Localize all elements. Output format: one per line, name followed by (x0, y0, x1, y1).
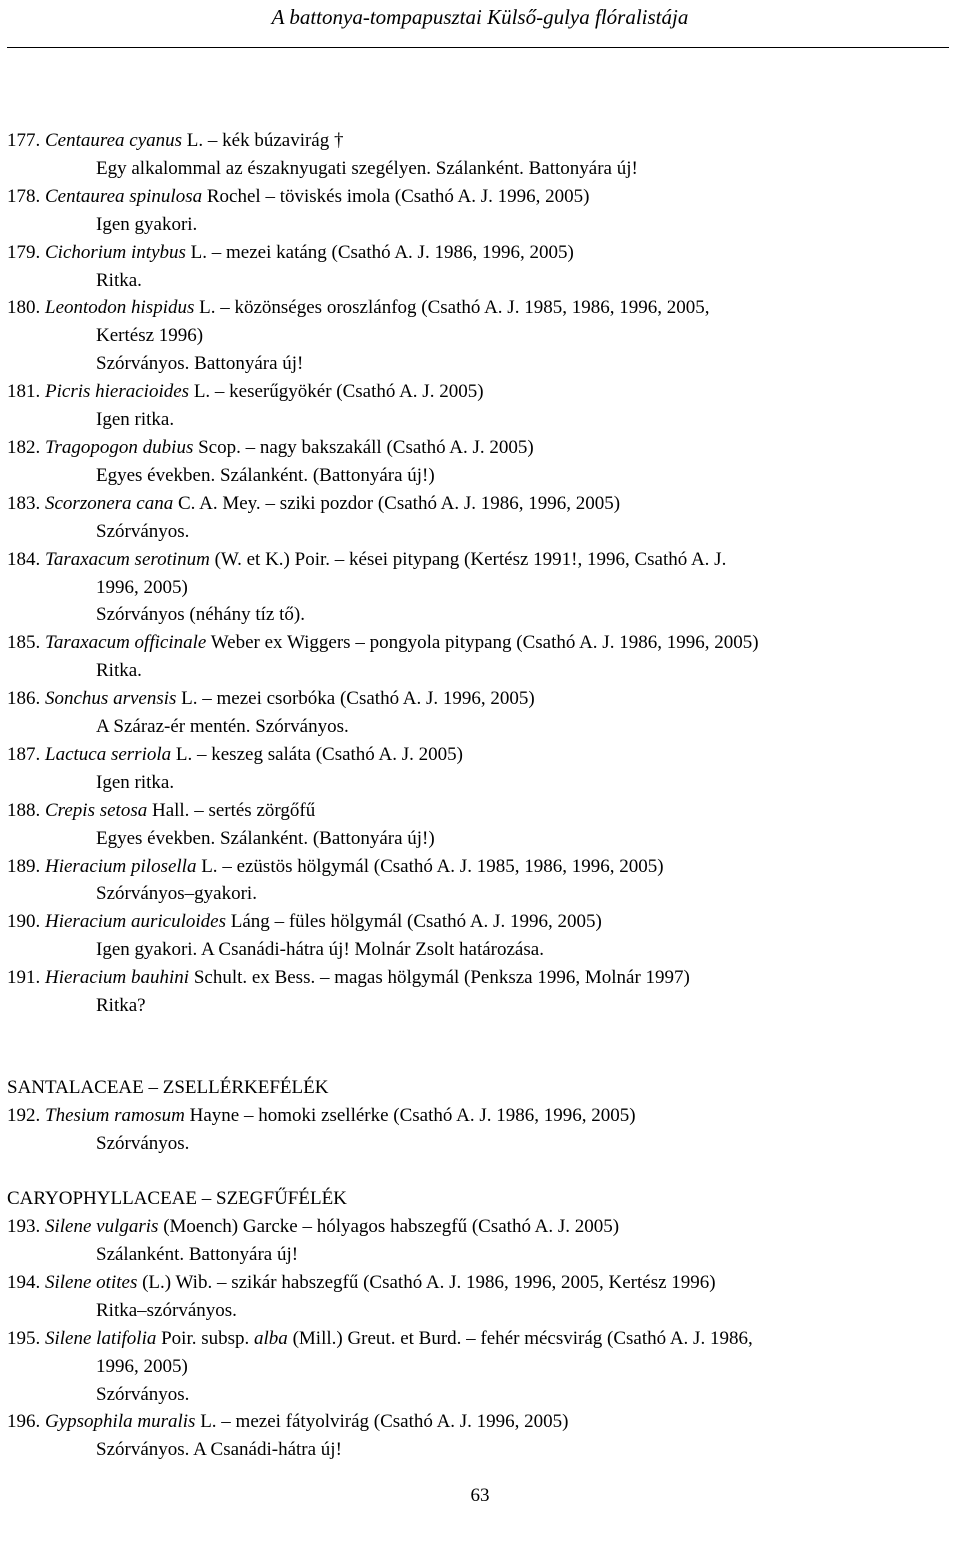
entry-number: 180. (7, 297, 41, 319)
entry-description: Igen ritka. (96, 409, 175, 431)
entry-head (7, 434, 957, 462)
author: (L.) Wib. (142, 1271, 213, 1293)
species-entry (7, 1102, 957, 1158)
entry-number: 181. (7, 381, 41, 403)
entry-description: Ritka. (96, 269, 142, 291)
species-entry (7, 183, 957, 239)
entry-head (7, 1213, 957, 1241)
entry-description: Egy alkalommal az északnyugati szegélyen. Szálanként. Battonyára új! (96, 157, 638, 179)
entry-head (7, 629, 957, 657)
entry-head (7, 741, 957, 769)
latin-name: Leontodon hispidus (45, 297, 195, 319)
entry-number: 177. (7, 130, 41, 151)
author: L. (175, 743, 193, 765)
entry-description: Szórványos (néhány tíz tő). (96, 604, 305, 626)
entry-head (7, 378, 957, 406)
entry-description: Szórványos–gyakori. (96, 883, 257, 905)
latin-name: Taraxacum officinale (45, 632, 207, 654)
entry-number: 196. (7, 1411, 41, 1433)
entry-continuation: 1996, 2005) (96, 1355, 188, 1377)
header-rule (7, 47, 949, 48)
entry-number: 190. (7, 911, 41, 933)
entry-description: Szálanként. Battonyára új! (96, 1244, 299, 1266)
latin-name: Thesium ramosum (45, 1104, 185, 1126)
running-header: A battonya-tompapusztai Külső-gulya flóralistája (271, 5, 689, 29)
entry-head (7, 797, 957, 825)
author: L. (190, 241, 208, 263)
entry-head (7, 1102, 957, 1130)
species-entry (7, 853, 957, 909)
entry-description: Szórványos. (96, 1383, 190, 1405)
author: L. (193, 381, 211, 403)
latin-name: Centaurea cyanus (45, 130, 183, 151)
entry-number: 183. (7, 492, 41, 514)
latin-name: Picris hieracioides (45, 381, 190, 403)
common-name-and-sources: – mezei katáng (Csathó A. J. 1986, 1996, 2005) (207, 241, 574, 263)
latin-name: Silene vulgaris (45, 1216, 159, 1238)
entry-description: Igen gyakori. A Csanádi-hátra új! Molnár Zsolt határozása. (96, 939, 544, 961)
author: L. (200, 1411, 217, 1433)
entry-description: Ritka? (96, 995, 146, 1017)
latin-name: Cichorium intybus (45, 241, 186, 263)
entry-description: A Száraz-ér mentén. Szórványos. (96, 716, 349, 738)
latin-name: Gypsophila muralis (45, 1411, 196, 1433)
species-list (7, 127, 957, 1464)
entry-description: Igen gyakori. (96, 213, 198, 235)
common-name-and-sources: – keserűgyökér (Csathó A. J. 2005) (210, 381, 484, 403)
entry-description: Szórványos. (96, 520, 190, 542)
common-name-and-sources: – nagy bakszakáll (Csathó A. J. 2005) (240, 436, 534, 458)
entry-head (7, 1269, 957, 1297)
latin-name: Silene latifolia (45, 1327, 157, 1349)
entry-description: Szórványos. (96, 1132, 190, 1154)
entry-number: 193. (7, 1216, 41, 1238)
common-name-and-sources: – ezüstös hölgymál (Csathó A. J. 1985, 1986, 1996, 2005) (217, 855, 664, 877)
entry-head (7, 685, 957, 713)
santalaceae-entries (7, 1102, 957, 1158)
entry-number: 178. (7, 185, 41, 207)
common-name-and-sources: – kék búzavirág † (203, 130, 344, 151)
asteraceae-entries (7, 127, 957, 1020)
author: Hayne (189, 1104, 240, 1126)
species-entry (7, 378, 957, 434)
entry-description: Ritka. (96, 660, 142, 682)
author-infra: (Mill.) Greut. et Burd. (292, 1327, 462, 1349)
latin-name: Scorzonera cana (45, 492, 174, 514)
latin-name-infra: alba (254, 1327, 288, 1349)
author: Hall. (151, 799, 190, 821)
latin-name: Tragopogon dubius (45, 436, 194, 458)
latin-name: Centaurea spinulosa (45, 185, 203, 207)
common-name-and-sources: – fehér mécsvirág (Csathó A. J. 1986, (461, 1327, 753, 1349)
latin-name: Silene otites (45, 1271, 138, 1293)
species-entry (7, 908, 957, 964)
entry-head (7, 1408, 957, 1436)
common-name-and-sources: – magas hölgymál (Penksza 1996, Molnár 1997) (315, 967, 690, 989)
author: Weber ex Wiggers (210, 632, 351, 654)
common-name-and-sources: – sertés zörgőfű (189, 799, 316, 821)
species-entry (7, 1269, 957, 1325)
common-name-and-sources: – töviskés imola (Csathó A. J. 1996, 2005) (260, 185, 590, 207)
entry-description: Egyes években. Szálanként. (Battonyára új!) (96, 827, 435, 849)
entry-continuation: Kertész 1996) (96, 325, 204, 347)
species-entry (7, 685, 957, 741)
author: L. (186, 130, 204, 151)
species-entry (7, 1408, 957, 1464)
entry-number: 182. (7, 436, 41, 458)
entry-description: Szórványos. Battonyára új! (96, 353, 304, 375)
entry-head (7, 183, 957, 211)
entry-head (7, 239, 957, 267)
species-entry (7, 741, 957, 797)
entry-number: 188. (7, 799, 41, 821)
species-entry (7, 964, 957, 1020)
entry-head (7, 294, 957, 322)
entry-number: 189. (7, 855, 41, 877)
family-heading-caryophyllaceae: CARYOPHYLLACEAE – SZEGFŰFÉLÉK (7, 1188, 347, 1210)
author: (Moench) Garcke (163, 1216, 298, 1238)
latin-name: Sonchus arvensis (45, 688, 177, 710)
common-name-and-sources: – mezei fátyolvirág (Csathó A. J. 1996, 2005) (216, 1411, 569, 1433)
species-entry (7, 1213, 957, 1269)
entry-number: 185. (7, 632, 41, 654)
species-entry (7, 797, 957, 853)
latin-name: Hieracium auriculoides (45, 911, 227, 933)
entry-number: 186. (7, 688, 41, 710)
author: Láng (230, 911, 270, 933)
entry-description: Szórványos. A Csanádi-hátra új! (96, 1439, 342, 1461)
species-entry (7, 629, 957, 685)
author: L. (181, 688, 198, 710)
entry-number: 194. (7, 1271, 41, 1293)
entry-description: Egyes években. Szálanként. (Battonyára új!) (96, 464, 435, 486)
species-entry (7, 546, 957, 630)
entry-number: 192. (7, 1104, 41, 1126)
entry-number: 179. (7, 241, 41, 263)
latin-name: Hieracium pilosella (45, 855, 197, 877)
species-entry (7, 239, 957, 295)
entry-number: 187. (7, 743, 41, 765)
common-name-and-sources: – kései pitypang (Kertész 1991!, 1996, Csathó A. J. (330, 548, 727, 570)
author: C. A. Mey. (177, 492, 261, 514)
author: Schult. ex Bess. (193, 967, 316, 989)
author: L. (201, 855, 218, 877)
page-number: 63 (470, 1485, 490, 1506)
entry-head (7, 127, 957, 155)
entry-head (7, 853, 957, 881)
entry-description: Ritka–szórványos. (96, 1299, 237, 1321)
latin-name: Taraxacum serotinum (45, 548, 210, 570)
common-name-and-sources: – keszeg saláta (Csathó A. J. 2005) (192, 743, 463, 765)
author: L. (199, 297, 216, 319)
common-name-and-sources: – füles hölgymál (Csathó A. J. 1996, 2005) (269, 911, 602, 933)
latin-name: Lactuca serriola (45, 743, 172, 765)
entry-description: Igen ritka. (96, 771, 175, 793)
species-entry (7, 1325, 957, 1409)
common-name-and-sources: – szikár habszegfű (Csathó A. J. 1986, 1996, 2005, Kertész 1996) (212, 1271, 716, 1293)
entry-head (7, 546, 957, 574)
species-entry (7, 434, 957, 490)
family-heading-santalaceae: SANTALACEAE – ZSELLÉRKEFÉLÉK (7, 1077, 329, 1098)
caryophyllaceae-entries (7, 1213, 957, 1464)
entry-head (7, 908, 957, 936)
entry-continuation: 1996, 2005) (96, 576, 188, 598)
author: Scop. (198, 436, 241, 458)
entry-number: 184. (7, 548, 41, 570)
entry-number: 195. (7, 1327, 41, 1349)
common-name-and-sources: – közönséges oroszlánfog (Csathó A. J. 1985, 1986, 1996, 2005, (215, 297, 710, 319)
entry-head (7, 1325, 957, 1353)
common-name-and-sources: – homoki zsellérke (Csathó A. J. 1986, 1996, 2005) (239, 1104, 636, 1126)
author: Rochel (206, 185, 261, 207)
latin-name: Hieracium bauhini (45, 967, 190, 989)
latin-name: Crepis setosa (45, 799, 148, 821)
entry-head (7, 964, 957, 992)
entry-head (7, 490, 957, 518)
common-name-and-sources: – pongyola pitypang (Csathó A. J. 1986, 1996, 2005) (350, 632, 759, 654)
species-entry (7, 294, 957, 378)
author: Poir. subsp. (161, 1327, 250, 1349)
common-name-and-sources: – hólyagos habszegfű (Csathó A. J. 2005) (297, 1216, 620, 1238)
common-name-and-sources: – sziki pozdor (Csathó A. J. 1986, 1996, 2005) (260, 492, 621, 514)
species-entry (7, 127, 957, 183)
entry-number: 191. (7, 967, 41, 989)
author: (W. et K.) Poir. (214, 548, 331, 570)
common-name-and-sources: – mezei csorbóka (Csathó A. J. 1996, 2005) (197, 688, 535, 710)
species-entry (7, 490, 957, 546)
